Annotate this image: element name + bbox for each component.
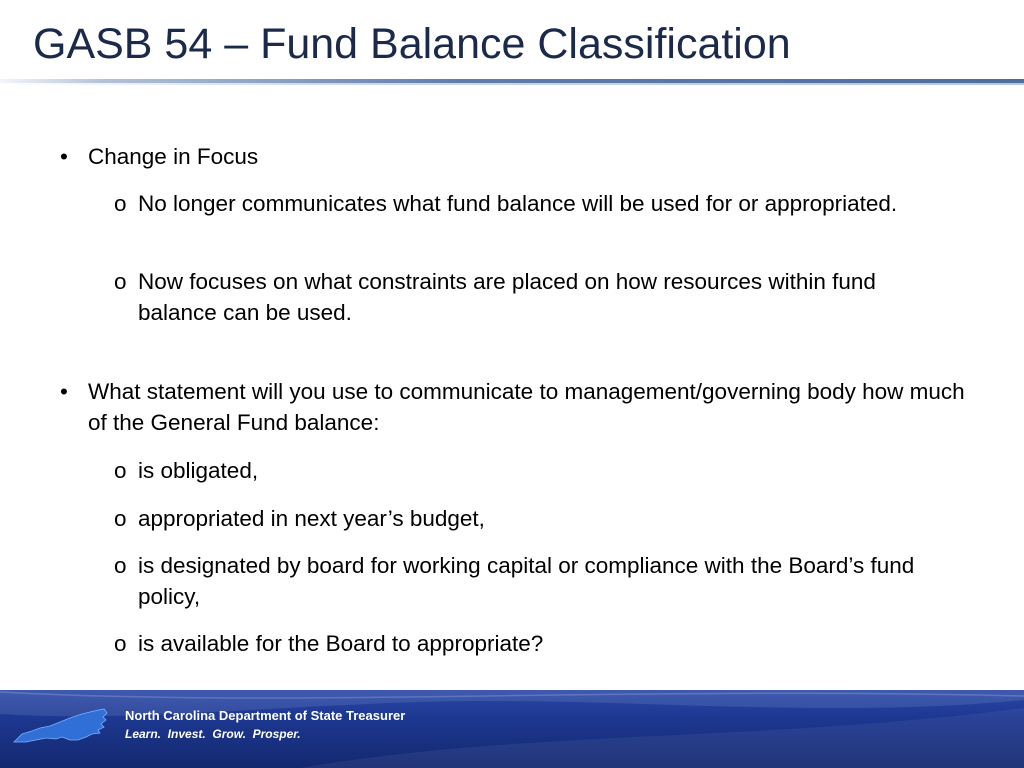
sub-bullet-marker: o (114, 631, 127, 656)
north-carolina-map-icon (12, 704, 108, 744)
sub-bullet-marker: o (114, 553, 127, 578)
sub-bullet-text: appropriated in next year’s budget, (138, 506, 485, 531)
sub-bullet-item (114, 503, 938, 534)
sub-bullet-marker: o (114, 506, 127, 531)
slide-title: GASB 54 – Fund Balance Classification (33, 20, 791, 68)
sub-bullet-text: Now focuses on what constraints are placed on how resources within fund balance can be used. (138, 269, 876, 325)
sub-bullet-item (114, 455, 938, 486)
bullet-marker: • (60, 144, 68, 169)
bullet-text: What statement will you use to communicate to management/governing body how much of the General Fund balance: (88, 379, 965, 435)
sub-bullet-item (114, 266, 938, 328)
sub-bullet-item (114, 550, 938, 612)
sub-bullet-marker: o (114, 458, 127, 483)
bullet-text: Change in Focus (88, 144, 259, 169)
footer-organization-name: North Carolina Department of State Treasurer (125, 708, 406, 723)
sub-bullet-text: is obligated, (138, 458, 259, 483)
bullet-marker: • (60, 379, 68, 404)
sub-bullet-marker: o (114, 191, 127, 216)
sub-bullet-text: is available for the Board to appropriate? (138, 631, 544, 656)
sub-bullet-text: No longer communicates what fund balance will be used for or appropriated. (138, 191, 898, 216)
sub-bullet-item (114, 628, 938, 659)
footer-tagline: Learn. Invest. Grow. Prosper. (125, 727, 301, 741)
bullet-item-change-in-focus (60, 141, 978, 172)
sub-bullet-item (114, 188, 938, 219)
footer-band (0, 690, 1024, 768)
sub-bullet-text: is designated by board for working capital or compliance with the Board’s fund policy, (138, 553, 915, 609)
bullet-item-statement-question (60, 376, 978, 438)
sub-bullet-marker: o (114, 269, 127, 294)
